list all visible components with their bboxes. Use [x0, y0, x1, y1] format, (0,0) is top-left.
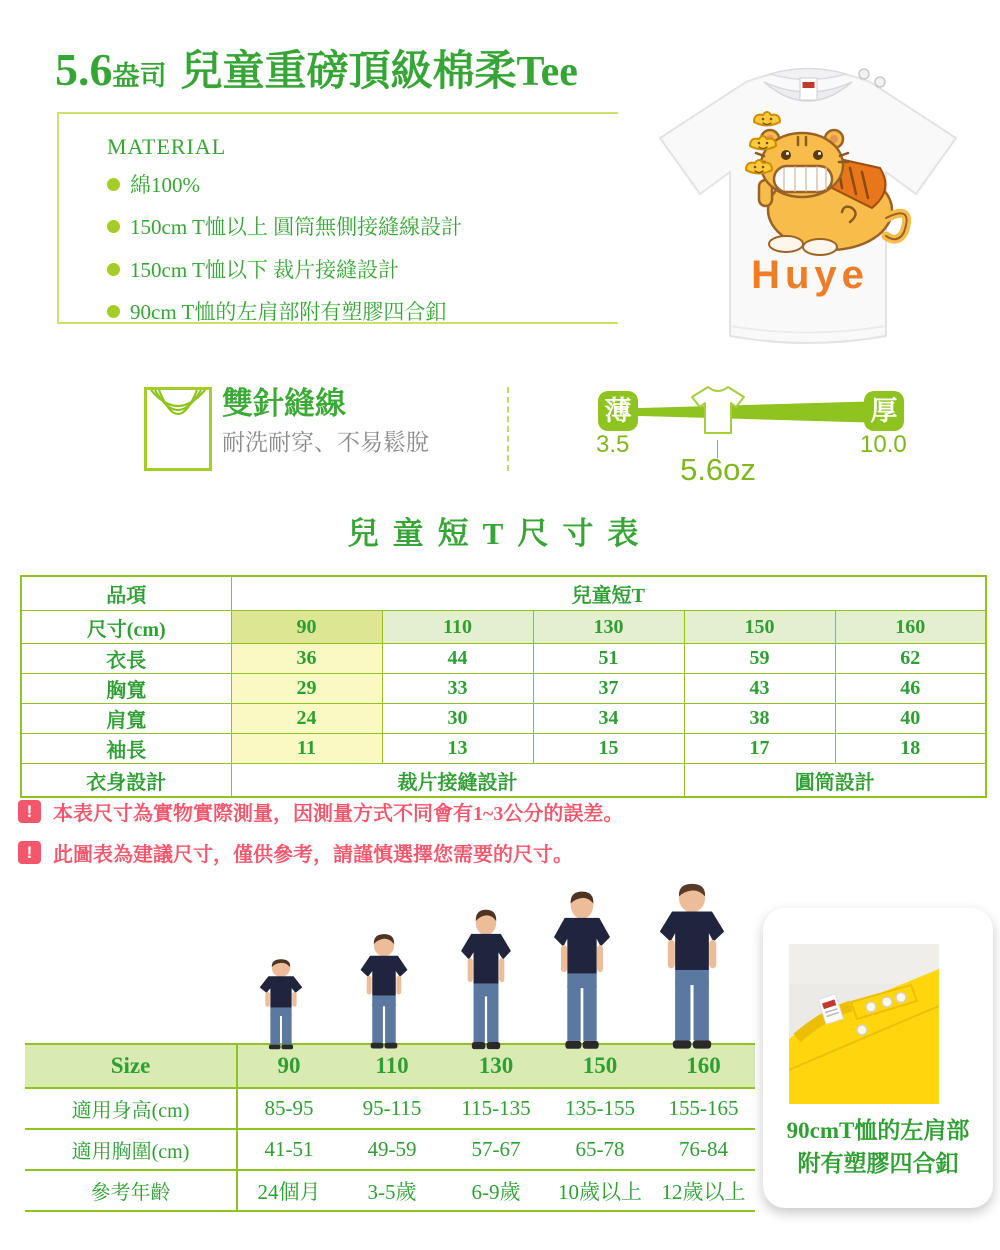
- material-item: [107, 169, 200, 199]
- fit-size-header: Size: [25, 1044, 237, 1088]
- fit-size-cell: 90: [237, 1044, 340, 1088]
- item-header-cell: 品項: [21, 576, 231, 611]
- design-left-cell: 裁片接縫設計: [231, 764, 684, 798]
- thin-badge: 薄: [598, 391, 638, 431]
- shoulder-note: [763, 1114, 993, 1180]
- fit-value-cell: 85-95: [237, 1088, 340, 1129]
- table-row: [21, 674, 986, 704]
- value-cell: 15: [533, 734, 684, 764]
- row-label: 衣長: [21, 644, 231, 674]
- title-unit: 盎司: [112, 61, 167, 91]
- size-model-150: [542, 886, 622, 1052]
- shoulder-note-line: 90cmT恤的左肩部: [786, 1118, 970, 1143]
- value-cell: 37: [533, 674, 684, 704]
- fit-value-cell: 115-135: [444, 1088, 548, 1129]
- fit-value-cell: 41-51: [237, 1129, 340, 1170]
- page-title: [55, 38, 578, 98]
- material-item-text: 150cm T恤以上 圓筒無側接縫線設計: [130, 215, 463, 239]
- size-cell: 150: [684, 611, 835, 644]
- value-cell: 29: [231, 674, 382, 704]
- stitch-heading: 雙針縫線: [222, 386, 346, 421]
- design-right-cell: 圓筒設計: [684, 764, 986, 798]
- size-row-label: 尺寸(cm): [21, 611, 231, 644]
- bullet-icon: [107, 220, 120, 233]
- table-row: [21, 734, 986, 764]
- size-cell: 90: [231, 611, 382, 644]
- material-item-text: 150cm T恤以下 裁片接縫設計: [130, 258, 400, 282]
- material-item: [107, 211, 462, 241]
- snap-button-icon: [857, 1025, 867, 1035]
- value-cell: 30: [382, 704, 533, 734]
- fit-row-label: 適用胸圍(cm): [25, 1129, 237, 1170]
- note-text: 此圖表為建議尺寸，僅供參考，請謹慎選擇您需要的尺寸。: [53, 844, 573, 866]
- tee-marker-icon: [686, 381, 750, 439]
- material-item-text: 綿100%: [130, 173, 200, 197]
- fit-row-label: 參考年齡: [25, 1170, 237, 1211]
- thick-badge: 厚: [864, 391, 904, 431]
- value-cell: 11: [231, 734, 382, 764]
- table-row: [25, 1170, 755, 1211]
- size-cell: 110: [382, 611, 533, 644]
- snap-button-icon: [882, 997, 892, 1007]
- marker-value: 5.6oz: [680, 452, 756, 487]
- stitch-subtitle: 耐洗耐穿、不易鬆脫: [222, 429, 429, 455]
- size-model-110: [352, 930, 416, 1052]
- row-label: 肩寬: [21, 704, 231, 734]
- note-row: [18, 797, 623, 826]
- fit-value-cell: 49-59: [340, 1129, 444, 1170]
- neck-label: [800, 78, 817, 100]
- table-row: [21, 704, 986, 734]
- row-label: 胸寬: [21, 674, 231, 704]
- bullet-icon: [107, 305, 120, 318]
- value-cell: 62: [835, 644, 986, 674]
- collar-stitch-icon: [143, 386, 213, 472]
- value-cell: 38: [684, 704, 835, 734]
- snap-button-icon: [896, 993, 906, 1003]
- table-row: [25, 1129, 755, 1170]
- tee-print-text: Huye: [751, 253, 869, 297]
- value-cell: 46: [835, 674, 986, 704]
- fit-row-label: 適用身高(cm): [25, 1088, 237, 1129]
- table-row: [21, 611, 986, 644]
- size-model-90: [252, 956, 310, 1052]
- exclamation-icon: !: [18, 841, 41, 864]
- material-item: [107, 296, 446, 326]
- thick-value: 10.0: [860, 431, 907, 458]
- fit-size-cell: 150: [548, 1044, 652, 1088]
- table-row: [21, 576, 986, 611]
- value-cell: 34: [533, 704, 684, 734]
- design-row-label: 衣身設計: [21, 764, 231, 798]
- size-model-130: [452, 904, 520, 1052]
- fit-value-cell: 10歲以上: [548, 1170, 652, 1211]
- fit-value-cell: 12歲以上: [652, 1170, 755, 1211]
- value-cell: 43: [684, 674, 835, 704]
- value-cell: 36: [231, 644, 382, 674]
- section-divider: [507, 387, 509, 471]
- table-row: [21, 764, 986, 798]
- value-cell: 18: [835, 734, 986, 764]
- thin-value: 3.5: [596, 431, 630, 458]
- table-row: [25, 1088, 755, 1129]
- value-cell: 59: [684, 644, 835, 674]
- fit-size-cell: 160: [652, 1044, 755, 1088]
- table-row: [21, 644, 986, 674]
- row-label: 袖長: [21, 734, 231, 764]
- gold-ingot-icon: [750, 136, 776, 150]
- shoulder-snap-card: [763, 908, 993, 1208]
- group-header-cell: 兒童短T: [231, 576, 986, 611]
- size-table-title: 兒童短T尺寸表: [347, 516, 653, 551]
- shoulder-note-line: 附有塑膠四合釦: [797, 1151, 959, 1176]
- bullet-icon: [107, 178, 120, 191]
- size-cell: 160: [835, 611, 986, 644]
- fit-value-cell: 57-67: [444, 1129, 548, 1170]
- fit-value-cell: 3-5歲: [340, 1170, 444, 1211]
- note-row: [18, 838, 573, 867]
- white-tee-illustration: [618, 38, 1000, 363]
- exclamation-icon: !: [18, 800, 41, 823]
- value-cell: 40: [835, 704, 986, 734]
- fit-table: [25, 1043, 755, 1212]
- value-cell: 44: [382, 644, 533, 674]
- fit-value-cell: 76-84: [652, 1129, 755, 1170]
- size-cell: 130: [533, 611, 684, 644]
- yellow-shirt-shoulder-photo: [789, 944, 939, 1104]
- size-table: [20, 575, 987, 798]
- material-heading: MATERIAL: [107, 134, 227, 159]
- gold-ingot-icon: [754, 112, 780, 126]
- product-photo-white-tee: [618, 38, 1000, 363]
- weight-scale-bar: [636, 400, 868, 424]
- shoulder-snap-icon: [859, 69, 869, 79]
- fit-value-cell: 6-9歲: [444, 1170, 548, 1211]
- title-main: 兒童重磅頂級棉柔Tee: [180, 49, 578, 95]
- bullet-icon: [107, 263, 120, 276]
- value-cell: 17: [684, 734, 835, 764]
- fit-size-cell: 110: [340, 1044, 444, 1088]
- fit-value-cell: 135-155: [548, 1088, 652, 1129]
- value-cell: 51: [533, 644, 684, 674]
- title-weight: 5.6: [55, 44, 113, 95]
- value-cell: 13: [382, 734, 533, 764]
- shoulder-snap-icon: [875, 77, 885, 87]
- fit-value-cell: 95-115: [340, 1088, 444, 1129]
- fit-size-cell: 130: [444, 1044, 548, 1088]
- fit-value-cell: 155-165: [652, 1088, 755, 1129]
- size-model-160: [646, 878, 738, 1052]
- material-item-text: 90cm T恤的左肩部附有塑膠四合釦: [130, 300, 447, 324]
- note-text: 本表尺寸為實物實際測量，因測量方式不同會有1~3公分的誤差。: [53, 803, 624, 825]
- snap-button-icon: [866, 1002, 876, 1012]
- gold-ingot-icon: [746, 160, 772, 174]
- value-cell: 24: [231, 704, 382, 734]
- value-cell: 33: [382, 674, 533, 704]
- fit-value-cell: 24個月: [237, 1170, 340, 1211]
- material-item: [107, 254, 399, 284]
- fit-value-cell: 65-78: [548, 1129, 652, 1170]
